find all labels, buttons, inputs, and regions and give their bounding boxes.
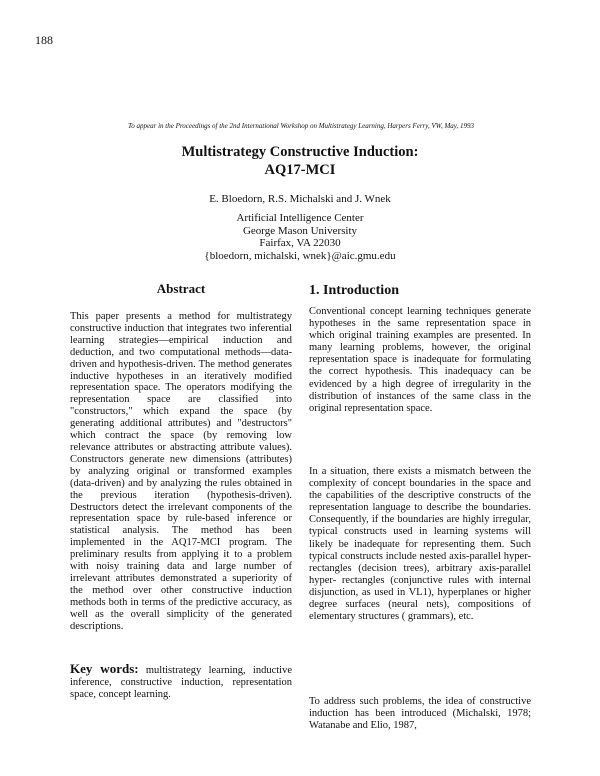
affiliation (150, 212, 450, 262)
paper-title (100, 143, 500, 179)
keywords-text: multistrategy learning, inductive inference, constructive induction, representation space, concept learning. (70, 665, 292, 700)
title-line-1: Multistrategy Constructive Induction: (181, 144, 419, 160)
introduction-paragraph-3: To address such problems, the idea of constructive induction has been introduced (Michalski, 1978; Watanabe and Elio, 1987, (309, 696, 531, 732)
keywords (70, 663, 292, 701)
affiliation-line-2: George Mason University (242, 224, 358, 237)
title-line-2: AQ17-MCI (264, 162, 336, 178)
introduction-heading: 1. Introduction (309, 283, 399, 298)
authors: E. Bloedorn, R.S. Michalski and J. Wnek (209, 193, 391, 205)
introduction-paragraph-2: In a situation, there exists a mismatch between the complexity of concept boundaries in the space and the capabilities of the descriptive constructs of the representation language to describe the boundaries. Consequently, if the boundaries are highly irregular, typical constructs used in learning systems will likely be inadequate for representing them. Such typical constructs include nested axis-parallel hyper-rectangles (decision trees), arbitrary axis-parallel hyper- rectangles (conjunctive rules with internal disjunction, as used in VL1), hyperplanes or higher degree surfaces (neural nets), compositions of elementary structures ( grammars), etc. (309, 466, 531, 623)
affiliation-line-3: Fairfax, VA 22030 (259, 237, 341, 249)
venue-note: To appear in the Proceedings of the 2nd International Workshop on Multistrategy Learning, Harpers Ferry, VW, May, 1993 (127, 122, 475, 130)
keywords-label: Key words: (70, 661, 139, 676)
abstract-heading: Abstract (156, 281, 206, 296)
page-number: 188 (35, 33, 53, 47)
affiliation-emails: {bloedorn, michalski, wnek}@aic.gmu.edu (204, 249, 396, 262)
affiliation-line-1: Artificial Intelligence Center (236, 212, 364, 224)
abstract-body: This paper presents a method for multistrategy constructive induction that integrates two inferential learning strategies—empirical induction and deduction, and two computational methods—data-driven and hypothesis-driven. The method generates inductive hypotheses in an iteratively modified representation space. The operators modifying the representation space are classified into "constructors," which expand the space (by generating additional attributes) and "destructors" which contract the space (by removing low relevance attributes or abstracting attribute values). Constructors generate new dimensions (attributes) by analyzing original or transformed examples (data-driven) and by analyzing the rules obtained in the previous iteration (hypothesis-driven). Destructors detect the irrelevant components of the representation space by rule-based inference or statistical analysis. The method has been implemented in the AQ17-MCI program. The preliminary results from applying it to a problem with noisy training data and large number of irrelevant attributes demonstrated a superiority of the method over other constructive induction methods both in terms of the predictive accuracy, as well as the overall simplicity of the generated descriptions. (70, 311, 292, 632)
introduction-paragraph-1: Conventional concept learning techniques generate hypotheses in the same representation space in which original training examples are presented. In many learning problems, however, the original representation space is inadequate for formulating the correct hypothesis. This inadequacy can be evidenced by a high degree of irregularity in the distribution of instances of the same class in the original representation space. (309, 306, 531, 414)
